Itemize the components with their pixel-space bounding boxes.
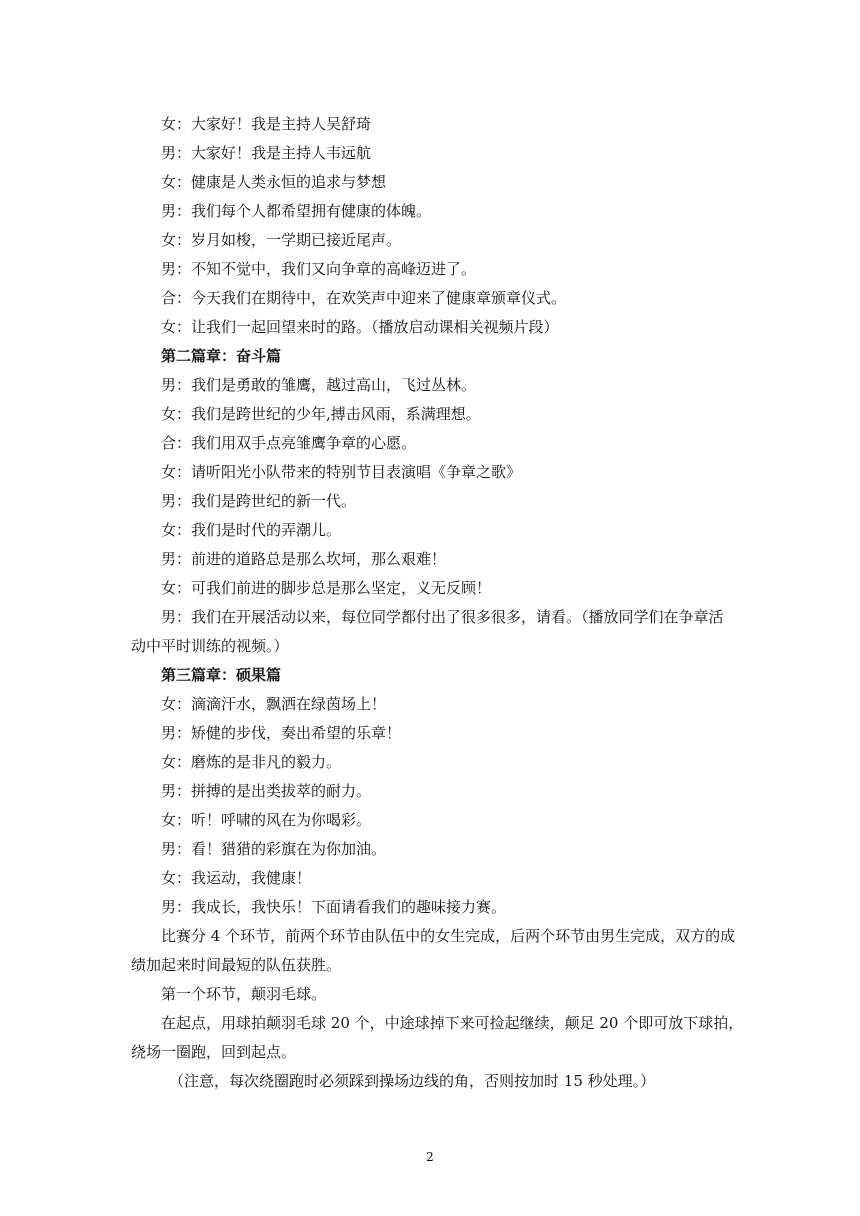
dialogue-line: 男：拼搏的是出类拔萃的耐力。: [161, 782, 372, 800]
dialogue-line: 女：可我们前进的脚步总是那么坚定，义无反顾！: [161, 579, 492, 597]
dialogue-line: 男：矫健的步伐，奏出希望的乐章！: [161, 724, 402, 742]
dialogue-line: 女：我们是跨世纪的少年,搏击风雨，系满理想。: [161, 405, 481, 423]
dialogue-line: 男：我们在开展活动以来，每位同学都付出了很多很多，请看。（播放同学们在争章活: [161, 608, 724, 626]
dialogue-line: 男：不知不觉中，我们又向争章的高峰迈进了。: [161, 260, 477, 278]
dialogue-line: 女：大家好！我是主持人吴舒琦: [161, 115, 372, 133]
dialogue-line-continued: 动中平时训练的视频。）: [131, 637, 289, 655]
start-paragraph-continued: 绕场一圈跑，回到起点。: [131, 1043, 297, 1061]
dialogue-line: 女：请听阳光小队带来的特别节目表演唱《争章之歌》: [161, 463, 522, 481]
section-heading-chapter-2: 第二篇章：奋斗篇: [161, 347, 282, 365]
dialogue-line: 女：我们是时代的弄潮儿。: [161, 521, 342, 539]
section-heading-chapter-3: 第三篇章：硕果篇: [161, 666, 282, 684]
dialogue-line: 合：我们用双手点亮雏鹰争章的心愿。: [161, 434, 417, 452]
section-first-stage: 第一个环节，颠羽毛球。: [161, 985, 327, 1003]
start-paragraph: 在起点，用球拍颠羽毛球 20 个，中途球掉下来可捡起继续，颠足 20 个即可放下球拍，: [161, 1014, 744, 1032]
dialogue-line: 女：岁月如梭，一学期已接近尾声。: [161, 231, 402, 249]
dialogue-line: 男：大家好！我是主持人韦远航: [161, 144, 372, 162]
dialogue-line: 男：前进的道路总是那么坎坷，那么艰难！: [161, 550, 447, 568]
dialogue-line: 男：我们每个人都希望拥有健康的体魄。: [161, 202, 432, 220]
dialogue-line: 男：我们是跨世纪的新一代。: [161, 492, 357, 510]
dialogue-line: 女：滴滴汗水，飘洒在绿茵场上！: [161, 695, 387, 713]
document-body: [131, 110, 744, 1096]
note-text: （注意，每次绕圈跑时必须踩到操场边线的角，否则按加时 15 秒处理。）: [169, 1072, 656, 1090]
dialogue-line: 女：健康是人类永恒的追求与梦想: [161, 173, 387, 191]
dialogue-line: 男：我成长，我快乐！下面请看我们的趣味接力赛。: [161, 898, 507, 916]
dialogue-line: 合：今天我们在期待中，在欢笑声中迎来了健康章颁章仪式。: [161, 289, 567, 307]
dialogue-line: 女：让我们一起回望来时的路。（播放启动课相关视频片段）: [161, 318, 559, 336]
dialogue-line: 男：看！猎猎的彩旗在为你加油。: [161, 840, 387, 858]
page-number: 2: [426, 1150, 434, 1164]
rules-paragraph-continued: 绩加起来时间最短的队伍获胜。: [131, 956, 342, 974]
dialogue-line: 男：我们是勇敢的雏鹰，越过高山，飞过丛林。: [161, 376, 477, 394]
dialogue-line: 女：我运动，我健康！: [161, 869, 312, 887]
rules-paragraph: 比赛分 4 个环节，前两个环节由队伍中的女生完成，后两个环节由男生完成，双方的成: [161, 927, 736, 945]
dialogue-line: 女：听！呼啸的风在为你喝彩。: [161, 811, 372, 829]
dialogue-line: 女：磨炼的是非凡的毅力。: [161, 753, 342, 771]
